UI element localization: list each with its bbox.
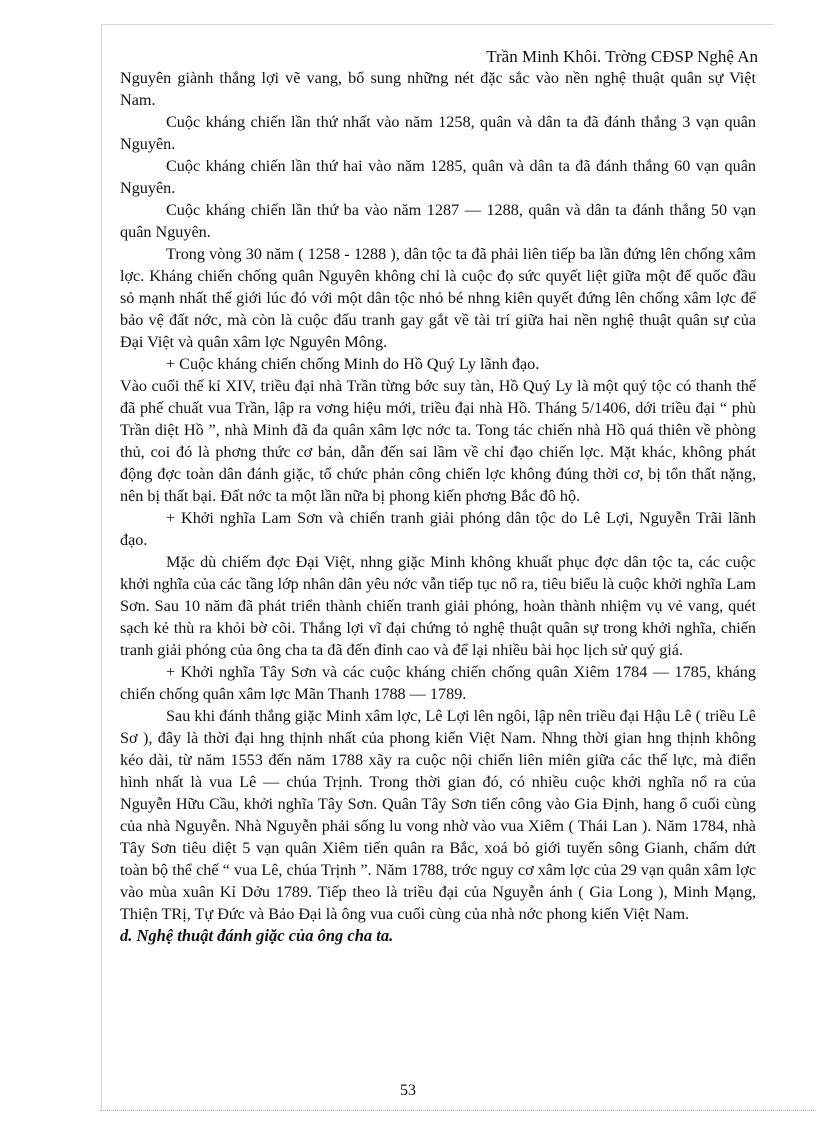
paragraph: Trong vòng 30 năm ( 1258 - 1288 ), dân tộc ta đã phải liên tiếp ba lần đứng lên chống xâm lợc. Kháng chiến chống quân Nguyên không chỉ là cuộc đọ sức quyết liệt giữa một đế quốc đầu sỏ mạnh nhất thế giới lúc đó với một dân tộc nhỏ bé nhng kiên quyết đứng lên chống xâm lợc để bảo vệ đất nớc, mà còn là cuộc đấu tranh gay gắt về tài trí giữa hai nền nghệ thuật quân sự của Đại Việt và quân xâm lợc Nguyên Mông. [120, 245, 756, 351]
paragraph: Cuộc kháng chiến lần thứ nhất vào năm 1258, quân và dân ta đã đánh thắng 3 vạn quân Nguyên. [120, 113, 756, 153]
paragraph: Cuộc kháng chiến lần thứ ba vào năm 1287 — 1288, quân và dân ta đánh thắng 50 vạn quân Nguyên. [120, 201, 756, 241]
paragraph: + Khởi nghĩa Tây Sơn và các cuộc kháng chiến chống quân Xiêm 1784 — 1785, kháng chiến chống quân xâm lợc Mãn Thanh 1788 — 1789. [120, 663, 756, 703]
paragraph: Sau khi đánh thắng giặc Minh xâm lợc, Lê Lợi lên ngôi, lập nên triều đại Hậu Lê ( triều Lê Sơ ), đây là thời đại hng thịnh nhất của phong kiến Việt Nam. Nhng thời gian hng thịnh không kéo dài, từ năm 1553 đến năm 1788 xãy ra cuộc nội chiến liên miên giữa các thế lực, mà điển hình nhất là vua Lê — chúa Trịnh. Trong thời gian đó, có nhiều cuộc khởi nghĩa nổ ra của Nguyễn Hữu Cầu, khởi nghĩa Tây Sơn. Quân Tây Sơn tiến công vào Gia Định, hang ổ cuối cùng của nhà Nguyễn. Nhà Nguyễn phải sống lu vong nhờ vào vua Xiêm ( Thái Lan ). Năm 1784, nhà Tây Sơn tiêu diệt 5 vạn quân Xiêm tiến quân ra Bắc, xoá bỏ giới tuyến sông Gianh, chấm dứt toàn bộ thể chế “ vua Lê, chúa Trịnh ”. Năm 1788, trớc nguy cơ xâm lợc của 29 vạn quân xâm lợc vào mùa xuân Kỉ Dởu 1789. Tiếp theo là triều đại của Nguyễn ánh ( Gia Long ), Minh Mạng, Thiện TRị, Tự Đức và Bảo Đại là ông vua cuối cùng của nhà nớc phong kiến Việt Nam. [120, 707, 756, 923]
paragraph: + Khởi nghĩa Lam Sơn và chiến tranh giải phóng dân tộc do Lê Lợi, Nguyễn Trãi lãnh đạo. [120, 509, 756, 549]
paragraph: Vào cuối thế kỉ XIV, triều đại nhà Trần từng bớc suy tàn, Hồ Quý Ly là một quý tộc có thanh thế đã phế chuất vua Trần, lập ra vơng hiệu mới, triều đại nhà Hồ. Tháng 5/1406, dới triều đại “ phù Trần diệt Hồ ”, nhà Minh đã đa quân xâm lợc nớc ta. Tong tác chiến nhà Hồ quá thiên về phòng thủ, coi đó là phơng thức cơ bản, dẫn đến sai lầm về chỉ đạo chiến lợc. Mặt khác, không phát động đợc toàn dân đánh giặc, tổ chức phản công chiến lợc không đúng thời cơ, bị tổn thất nặng, nên bị thất bại. Đất nớc ta một lần nữa bị phong kiến phơng Bắc đô hộ. [120, 377, 756, 505]
paragraph: Cuộc kháng chiến lần thứ hai vào năm 1285, quân và dân ta đã đánh thắng 60 vạn quân Nguyên. [120, 157, 756, 197]
running-header: Trần Minh Khôi. Trờng CĐSP Nghệ An [486, 47, 758, 66]
paragraph: Nguyên giành thắng lợi vẽ vang, bổ sung những nét đặc sắc vào nền nghệ thuật quân sự Việt Nam. [120, 69, 756, 109]
section-heading: d. Nghệ thuật đánh giặc của ông cha ta. [120, 926, 394, 945]
paragraph: + Cuộc kháng chiến chống Minh do Hồ Quý Ly lãnh đạo. [166, 355, 540, 373]
page-number: 53 [400, 1082, 416, 1099]
paragraph: Mặc dù chiếm đợc Đại Việt, nhng giặc Minh không khuất phục đợc dân tộc ta, các cuộc khởi nghĩa của các tầng lớp nhân dân yêu nớc vẫn tiếp tục nổ ra, tiêu biểu là cuộc khởi nghĩa Lam Sơn. Sau 10 năm đã phát triển thành chiến tranh giải phóng, hoàn thành nhiệm vụ vẻ vang, quét sạch kẻ thù ra khỏi bờ cõi. Thắng lợi vĩ đại chứng tỏ nghệ thuật quân sự trong khởi nghĩa, chiến tranh giải phóng của ông cha ta đã đến đỉnh cao và để lại nhiều bài học lịch sử quý giá. [120, 553, 756, 659]
bottom-dotted-line [100, 1110, 816, 1111]
body-text [120, 47, 756, 947]
